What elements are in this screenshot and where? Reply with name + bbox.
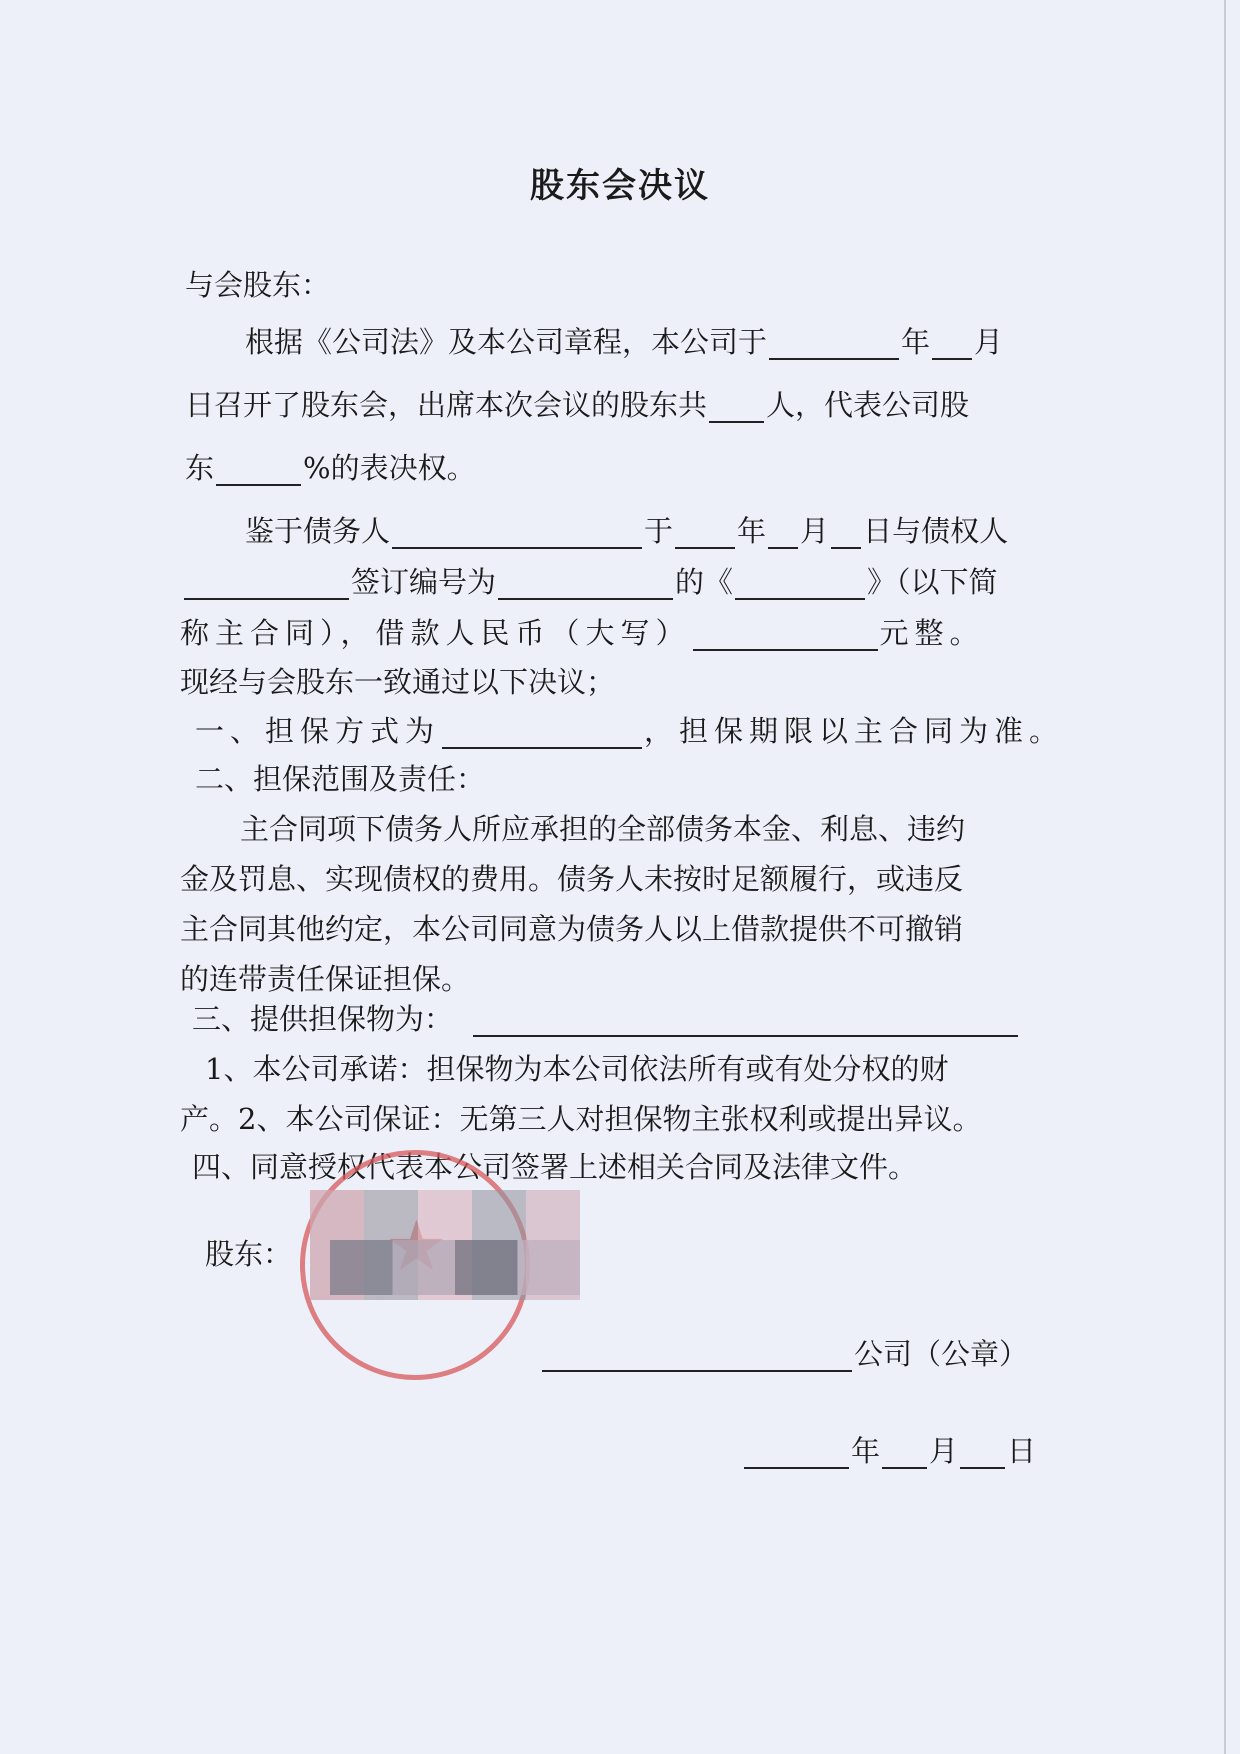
- month-char: 月: [929, 1434, 959, 1468]
- para1-text: 东: [185, 451, 215, 485]
- day-blank: [831, 517, 861, 549]
- contract-number-blank: [498, 568, 673, 600]
- item2-heading: 二、担保范围及责任：: [195, 762, 486, 796]
- para2-text: 于: [644, 514, 674, 548]
- guarantee-method-blank: [442, 717, 642, 749]
- item2-line2: 金及罚息、实现债权的费用。债务人未按时足额履行，或违反: [180, 862, 964, 896]
- para2-text: 签订编号为: [351, 565, 497, 599]
- item3-line2: 产。2、本公司保证：无第三人对担保物主张权利或提出异议。: [180, 1102, 982, 1136]
- sign-year-blank: [744, 1437, 849, 1469]
- company-seal-label: 公司（公章）: [854, 1337, 1029, 1371]
- para1-text: 人，代表公司股: [766, 388, 970, 422]
- item3-heading: 三、提供担保物为：: [192, 1002, 454, 1036]
- day-char: 日: [1007, 1434, 1037, 1468]
- amount-blank: [693, 619, 878, 651]
- page-edge: [1224, 0, 1226, 1754]
- contract-name-blank: [735, 568, 865, 600]
- para1-text: 日召开了股东会，出席本次会议的股东共: [185, 388, 708, 422]
- para2-line3: [180, 616, 985, 651]
- date-month-blank: [932, 328, 972, 360]
- para1-text: %的表决权。: [303, 451, 476, 485]
- item1-line: [195, 714, 1064, 749]
- para2-text: 日与债权人: [863, 514, 1009, 548]
- company-seal-line: [540, 1337, 1028, 1372]
- creditor-blank: [184, 568, 349, 600]
- redacted-mosaic-dark: [330, 1240, 580, 1295]
- attendee-count-blank: [709, 391, 764, 423]
- debtor-blank: [392, 517, 642, 549]
- sign-month-blank: [882, 1437, 927, 1469]
- para2-text: 》（以下简: [867, 565, 998, 599]
- company-name-blank: [542, 1340, 852, 1372]
- year-char: 年: [901, 325, 931, 359]
- shareholder-label: 股东：: [205, 1237, 293, 1271]
- para2-line1: [245, 514, 1008, 549]
- vote-percent-blank: [216, 454, 301, 486]
- item2-line1: 主合同项下债务人所应承担的全部债务本金、利息、违约: [240, 812, 966, 846]
- document-title: 股东会决议: [530, 166, 710, 206]
- para2-text: 称主合同），借款人民币（大写）: [180, 616, 691, 650]
- item2-line3: 主合同其他约定，本公司同意为债务人以上借款提供不可撤销: [180, 912, 964, 946]
- item1-text: ，担保期限以主合同为准。: [644, 714, 1065, 748]
- item2-line4: 的连带责任保证担保。: [180, 962, 471, 996]
- para2-text: 鉴于债务人: [245, 514, 391, 548]
- para2-line2: [182, 565, 998, 600]
- para1-line3: [185, 451, 476, 486]
- date-year-blank: [769, 328, 899, 360]
- para1-text: 根据《公司法》及本公司章程，本公司于: [245, 325, 768, 359]
- para2-text: 元整。: [879, 616, 985, 650]
- month-blank: [768, 517, 798, 549]
- month-char: 月: [974, 325, 1004, 359]
- item4-line: 四、同意授权代表本公司签署上述相关合同及法律文件。: [192, 1150, 918, 1184]
- para2-line4: 现经与会股东一致通过以下决议；: [180, 665, 616, 699]
- year-blank: [675, 517, 735, 549]
- para1-line2: [185, 388, 969, 423]
- attendees-label: 与会股东：: [185, 268, 331, 302]
- item3-line1: 1、本公司承诺：担保物为本公司依法所有或有处分权的财: [205, 1052, 949, 1086]
- para2-text: 年: [737, 514, 767, 548]
- year-char: 年: [851, 1434, 881, 1468]
- item3-line: [192, 1002, 1020, 1037]
- para2-text: 月: [800, 514, 830, 548]
- collateral-blank: [473, 1005, 1018, 1037]
- signature-date: [742, 1434, 1036, 1469]
- item1-text: 一、担保方式为: [195, 714, 441, 748]
- para1-line1: [245, 325, 1003, 360]
- sign-day-blank: [960, 1437, 1005, 1469]
- para2-text: 的《: [675, 565, 734, 599]
